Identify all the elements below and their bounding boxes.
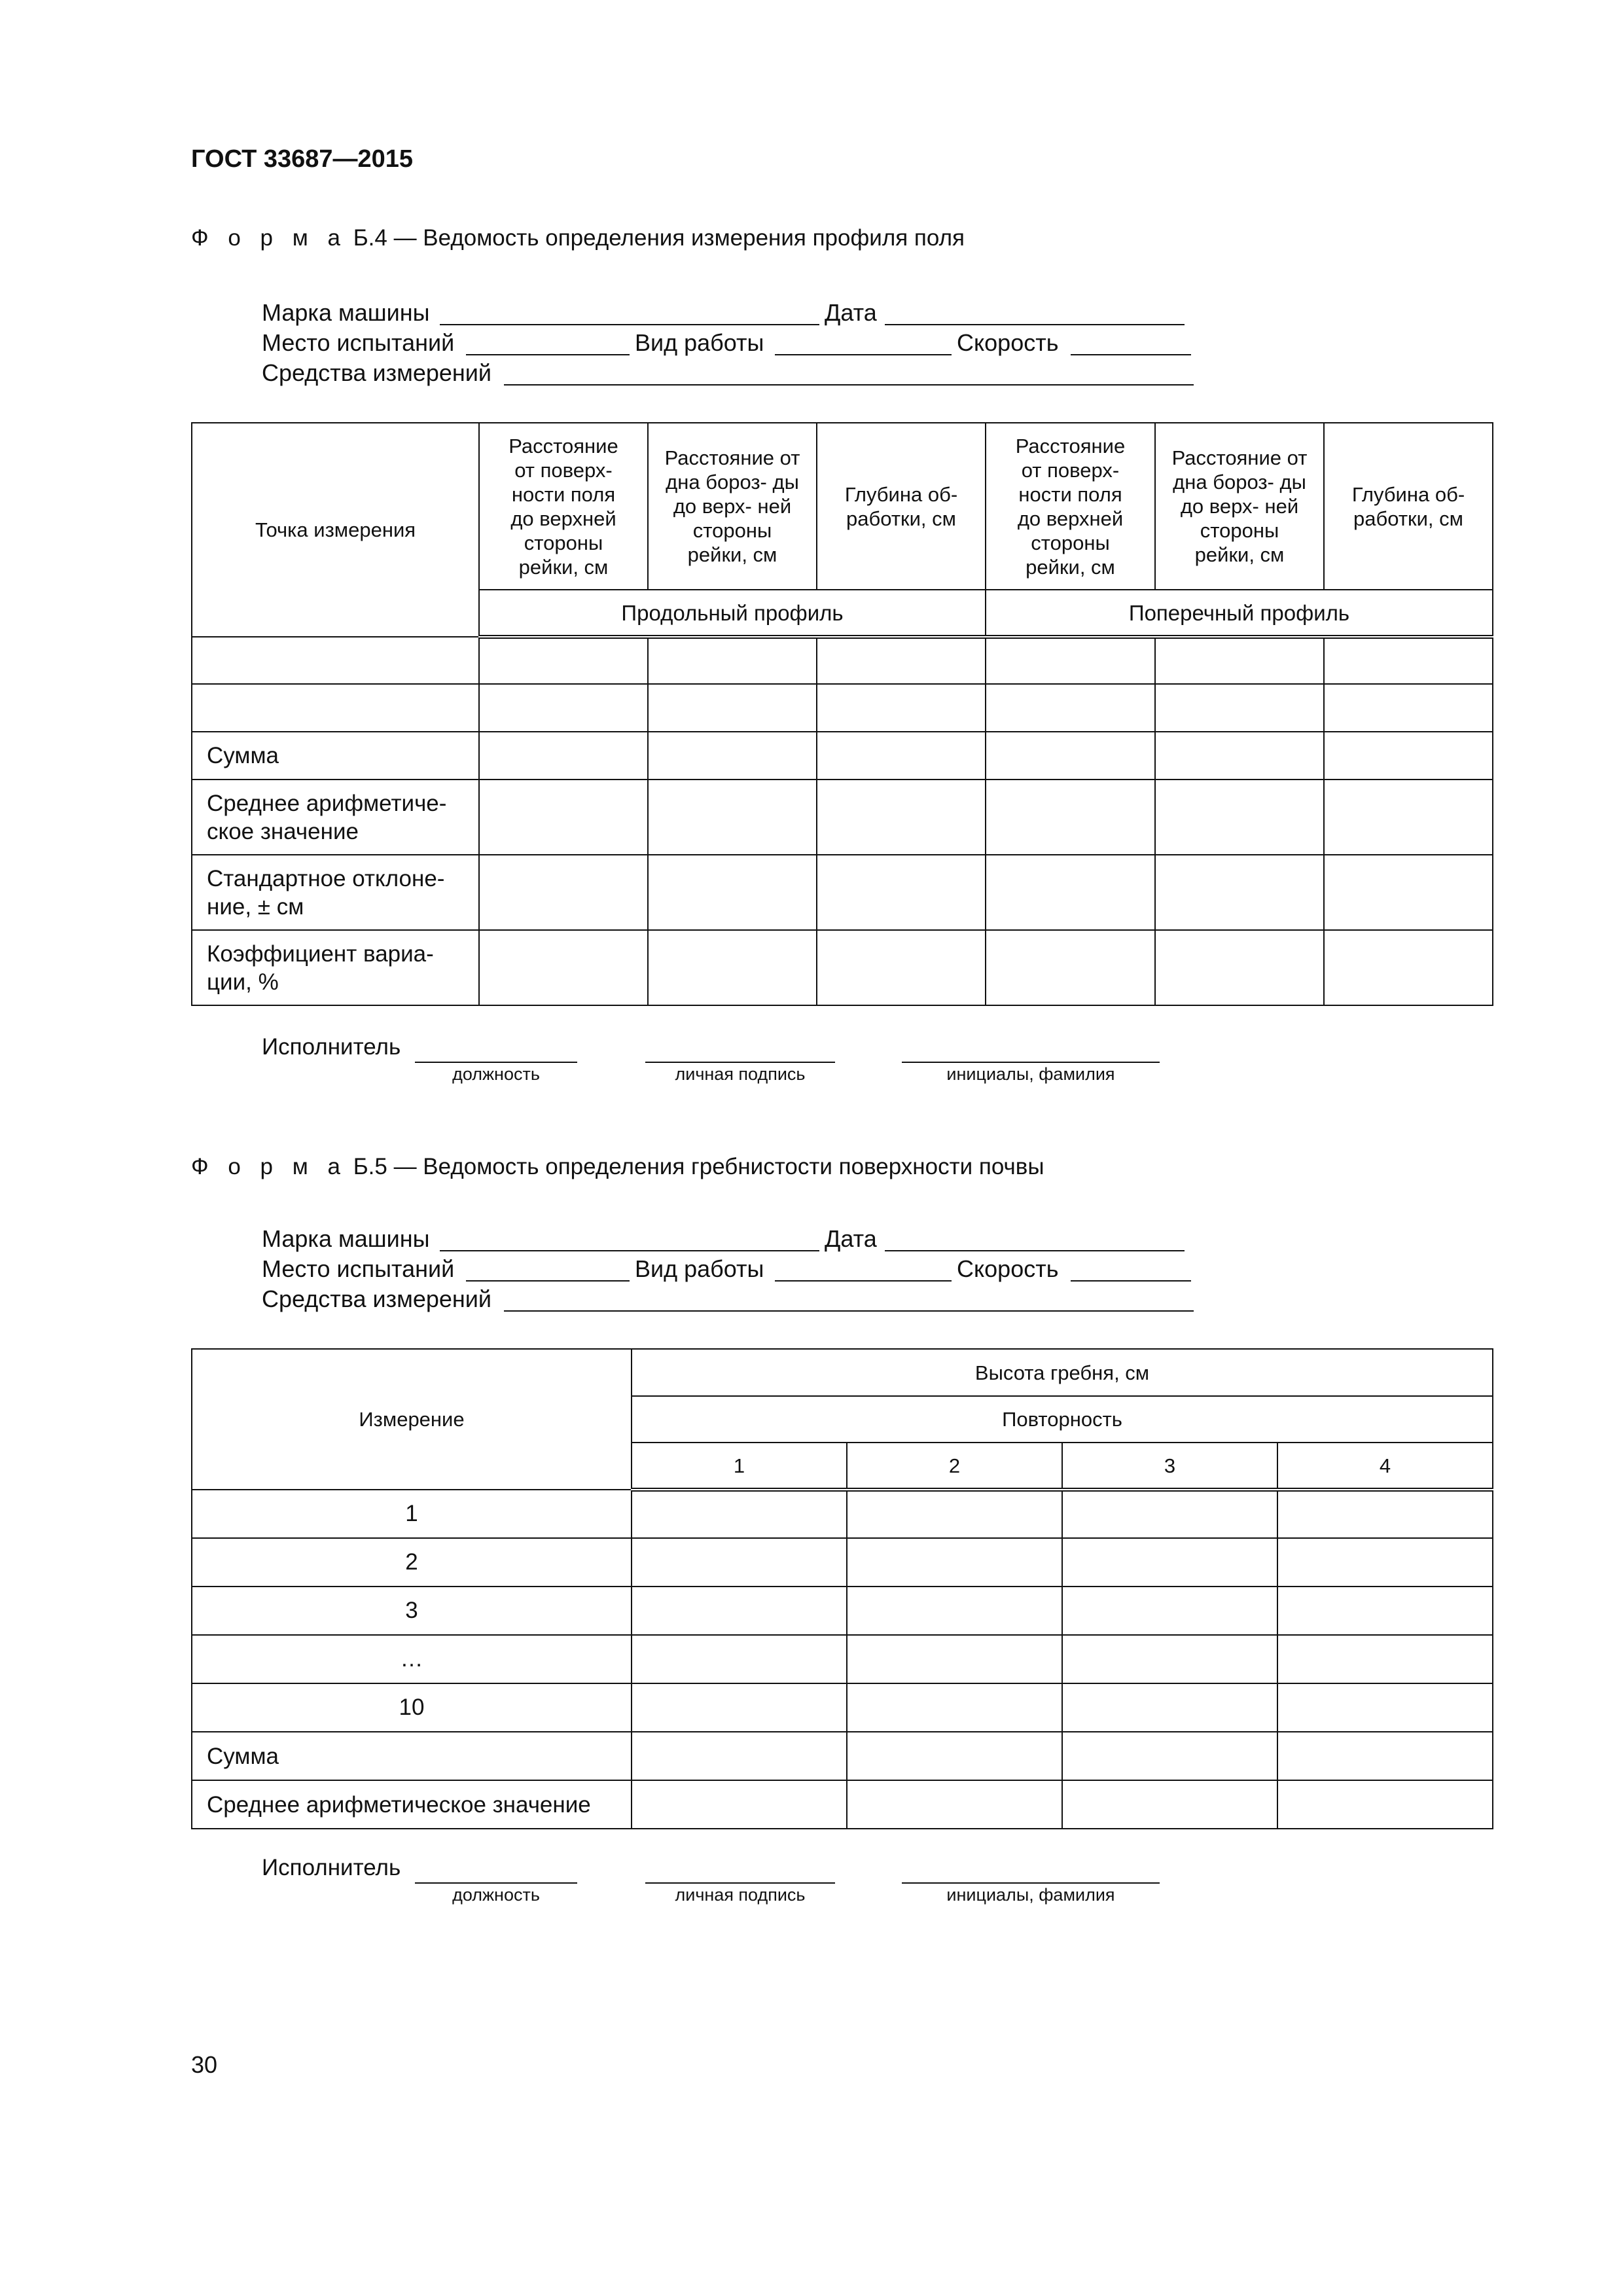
sign-line[interactable]	[645, 1062, 835, 1063]
data-cell[interactable]	[1324, 732, 1493, 780]
data-cell[interactable]	[1324, 780, 1493, 855]
speed-blank[interactable]	[1071, 354, 1191, 355]
work-label: Вид работы	[635, 1255, 764, 1282]
header-longitudinal-profile: Продольный профиль	[479, 590, 986, 637]
position-line[interactable]	[415, 1882, 577, 1884]
data-cell[interactable]	[1324, 637, 1493, 684]
table-row	[192, 1635, 1493, 1683]
machine-blank[interactable]	[440, 1250, 819, 1251]
position-line[interactable]	[415, 1062, 577, 1063]
row-number: 2	[192, 1538, 632, 1587]
form-b5-caption-text: Б.5 — Ведомость определения гребнистости поверхности почвы	[346, 1154, 1044, 1179]
data-cell[interactable]	[1277, 1635, 1493, 1683]
header-measure-point: Точка измерения	[192, 423, 479, 637]
form-b4-row-tools	[262, 359, 1198, 389]
header-ridge-height: Высота гребня, см	[632, 1349, 1493, 1396]
form-b5-row-machine	[262, 1225, 1198, 1255]
data-cell[interactable]	[986, 732, 1155, 780]
data-cell[interactable]	[1277, 1538, 1493, 1587]
row-ellipsis: …	[192, 1635, 632, 1683]
table-row	[192, 930, 1493, 1005]
sign-line[interactable]	[645, 1882, 835, 1884]
header-repeat-3: 3	[1062, 1443, 1277, 1490]
form-b5-row-place	[262, 1255, 1198, 1285]
machine-label: Марка машины	[262, 299, 430, 326]
data-cell[interactable]	[1062, 1538, 1277, 1587]
form-b5-table	[191, 1348, 1493, 1829]
machine-label: Марка машины	[262, 1225, 430, 1252]
row-label-mean: Среднее арифметическое значение	[192, 1780, 632, 1829]
data-cell[interactable]	[847, 1780, 1062, 1829]
data-cell[interactable]	[1155, 684, 1324, 732]
data-cell[interactable]	[1277, 1780, 1493, 1829]
row-number: 3	[192, 1587, 632, 1635]
table-row	[192, 1490, 1493, 1538]
machine-blank[interactable]	[440, 324, 819, 325]
data-cell[interactable]	[847, 1732, 1062, 1780]
data-cell[interactable]	[1062, 1587, 1277, 1635]
date-label: Дата	[825, 1225, 877, 1252]
data-cell[interactable]	[986, 855, 1155, 930]
executor-label: Исполнитель	[262, 1034, 401, 1060]
speed-label: Скорость	[957, 1255, 1059, 1282]
tools-label: Средства измерений	[262, 359, 492, 386]
work-blank[interactable]	[775, 354, 952, 355]
row-label-stddev: Стандартное отклоне- ние, ± см	[192, 855, 479, 930]
data-cell[interactable]	[648, 930, 817, 1005]
data-cell[interactable]	[479, 684, 648, 732]
row-label-mean: Среднее арифметиче- ское значение	[192, 780, 479, 855]
name-line[interactable]	[902, 1882, 1160, 1884]
data-cell[interactable]	[648, 732, 817, 780]
name-line[interactable]	[902, 1062, 1160, 1063]
form-b4-row-place	[262, 329, 1198, 359]
data-cell[interactable]	[1155, 855, 1324, 930]
data-cell[interactable]	[648, 637, 817, 684]
data-cell[interactable]	[847, 1538, 1062, 1587]
header-long-depth: Глубина об- работки, см	[817, 423, 986, 590]
data-cell[interactable]	[817, 780, 986, 855]
form-b4-caption-text: Б.4 — Ведомость определения измерения профиля поля	[346, 225, 965, 251]
work-label: Вид работы	[635, 329, 764, 356]
table-row	[192, 855, 1493, 930]
header-repeat-1: 1	[632, 1443, 847, 1490]
data-cell[interactable]	[1277, 1587, 1493, 1635]
row-label-sum: Сумма	[192, 732, 479, 780]
work-blank[interactable]	[775, 1280, 952, 1282]
table-row	[192, 1732, 1493, 1780]
header-cross-distance-surface: Расстояние от поверх- ности поля до верхней стороны рейки, см	[986, 423, 1155, 590]
data-cell[interactable]	[1277, 1683, 1493, 1732]
data-cell[interactable]	[632, 1490, 847, 1538]
sign-caption: личная подпись	[675, 1885, 806, 1905]
data-cell[interactable]	[1324, 930, 1493, 1005]
data-cell[interactable]	[847, 1587, 1062, 1635]
data-cell[interactable]	[1277, 1490, 1493, 1538]
data-cell[interactable]	[1062, 1780, 1277, 1829]
table-row	[192, 637, 1493, 684]
date-blank[interactable]	[885, 1250, 1185, 1251]
row-label-variation: Коэффициент вариа- ции, %	[192, 930, 479, 1005]
data-cell[interactable]	[632, 1635, 847, 1683]
data-cell[interactable]	[986, 930, 1155, 1005]
form-b4-caption-prefix: Ф о р м а	[191, 225, 347, 251]
data-cell[interactable]	[479, 930, 648, 1005]
table-row	[192, 780, 1493, 855]
row-number: 10	[192, 1683, 632, 1732]
data-cell[interactable]	[847, 1490, 1062, 1538]
row-label	[192, 637, 479, 684]
data-cell[interactable]	[648, 855, 817, 930]
data-cell[interactable]	[986, 637, 1155, 684]
speed-blank[interactable]	[1071, 1280, 1191, 1282]
data-cell[interactable]	[1062, 1635, 1277, 1683]
row-label-sum: Сумма	[192, 1732, 632, 1780]
data-cell[interactable]	[1062, 1732, 1277, 1780]
data-cell[interactable]	[1155, 780, 1324, 855]
header-repeat-4: 4	[1277, 1443, 1493, 1490]
data-cell[interactable]	[632, 1538, 847, 1587]
form-b5-row-tools	[262, 1285, 1198, 1316]
data-cell[interactable]	[986, 684, 1155, 732]
speed-label: Скорость	[957, 329, 1059, 356]
data-cell[interactable]	[1155, 930, 1324, 1005]
header-cross-profile: Поперечный профиль	[986, 590, 1493, 637]
header-cross-depth: Глубина об- работки, см	[1324, 423, 1493, 590]
place-label: Место испытаний	[262, 1255, 455, 1282]
data-cell[interactable]	[632, 1587, 847, 1635]
table-row	[192, 1587, 1493, 1635]
place-blank[interactable]	[466, 354, 630, 355]
data-cell[interactable]	[986, 780, 1155, 855]
data-cell[interactable]	[817, 684, 986, 732]
data-cell[interactable]	[1062, 1490, 1277, 1538]
data-cell[interactable]	[632, 1780, 847, 1829]
data-cell[interactable]	[1062, 1683, 1277, 1732]
name-caption: инициалы, фамилия	[946, 1064, 1115, 1084]
header-measurement: Измерение	[192, 1349, 632, 1490]
data-cell[interactable]	[648, 780, 817, 855]
table-row	[192, 1538, 1493, 1587]
name-caption: инициалы, фамилия	[946, 1885, 1115, 1905]
data-cell[interactable]	[479, 780, 648, 855]
tools-blank[interactable]	[504, 384, 1194, 386]
form-b5-caption	[191, 1154, 1044, 1180]
table-row	[192, 684, 1493, 732]
data-cell[interactable]	[847, 1683, 1062, 1732]
form-b4-caption	[191, 225, 965, 251]
data-cell[interactable]	[817, 732, 986, 780]
header-long-distance-surface: Расстояние от поверх- ности поля до верхней стороны рейки, см	[479, 423, 648, 590]
header-repeat-2: 2	[847, 1443, 1062, 1490]
row-label	[192, 684, 479, 732]
form-b4-row-machine	[262, 299, 1198, 329]
page-number: 30	[191, 2051, 218, 2078]
tools-blank[interactable]	[504, 1310, 1194, 1312]
place-blank[interactable]	[466, 1280, 630, 1282]
data-cell[interactable]	[1155, 637, 1324, 684]
data-cell[interactable]	[817, 637, 986, 684]
data-cell[interactable]	[479, 732, 648, 780]
header-long-distance-furrow: Расстояние от дна бороз- ды до верх- ней стороны рейки, см	[648, 423, 817, 590]
sign-caption: личная подпись	[675, 1064, 806, 1084]
data-cell[interactable]	[817, 930, 986, 1005]
data-cell[interactable]	[632, 1732, 847, 1780]
data-cell[interactable]	[648, 684, 817, 732]
place-label: Место испытаний	[262, 329, 455, 356]
data-cell[interactable]	[1155, 732, 1324, 780]
date-blank[interactable]	[885, 324, 1185, 325]
data-cell[interactable]	[847, 1635, 1062, 1683]
position-caption: должность	[452, 1885, 540, 1905]
executor-label: Исполнитель	[262, 1855, 401, 1880]
data-cell[interactable]	[1324, 684, 1493, 732]
form-b4-table	[191, 422, 1493, 1006]
data-cell[interactable]	[817, 855, 986, 930]
table-row	[192, 1780, 1493, 1829]
data-cell[interactable]	[479, 855, 648, 930]
data-cell[interactable]	[632, 1683, 847, 1732]
document-code: ГОСТ 33687—2015	[191, 145, 414, 173]
table-row	[192, 1683, 1493, 1732]
table-row	[192, 732, 1493, 780]
form-b5-caption-prefix: Ф о р м а	[191, 1154, 347, 1179]
data-cell[interactable]	[1277, 1732, 1493, 1780]
data-cell[interactable]	[479, 637, 648, 684]
tools-label: Средства измерений	[262, 1285, 492, 1312]
position-caption: должность	[452, 1064, 540, 1084]
row-number: 1	[192, 1490, 632, 1538]
header-repetition: Повторность	[632, 1396, 1493, 1443]
header-cross-distance-furrow: Расстояние от дна бороз- ды до верх- ней стороны рейки, см	[1155, 423, 1324, 590]
date-label: Дата	[825, 299, 877, 326]
data-cell[interactable]	[1324, 855, 1493, 930]
